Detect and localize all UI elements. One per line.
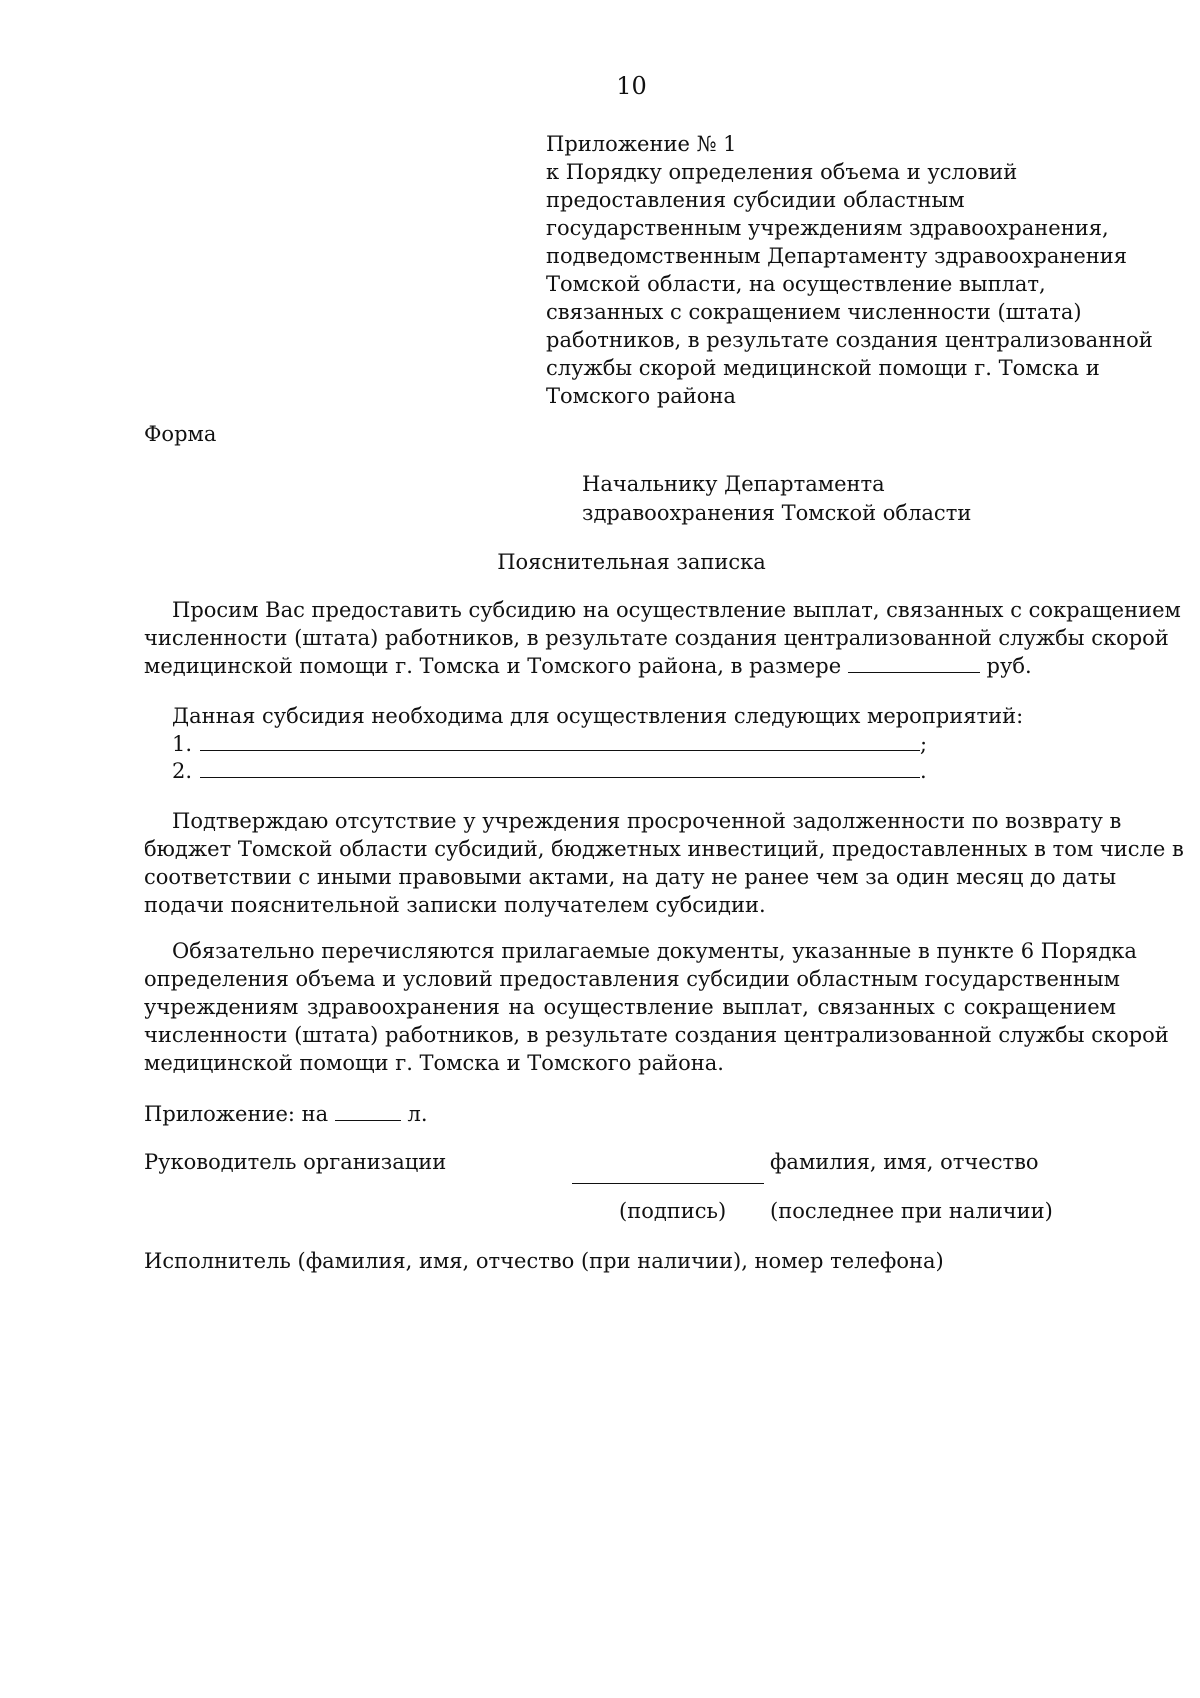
documents-line: учреждениям здравоохранения на осуществление выплат, связанных с сокращением <box>144 995 1116 1019</box>
measures-intro: Данная субсидия необходима для осуществления следующих мероприятий: <box>172 704 1024 728</box>
documents-line: численности (штата) работников, в результате создания централизованной службы скорой <box>144 1023 1169 1047</box>
head-of-organization-label: Руководитель организации <box>144 1150 447 1174</box>
measure-number: 2. <box>172 759 193 783</box>
appendix-line: Томского района <box>546 384 736 408</box>
appendix-line: Приложение № 1 <box>546 132 737 156</box>
measures-intro-block <box>144 702 1116 730</box>
request-paragraph <box>144 596 1181 680</box>
appendix-line: к Порядку определения объема и условий <box>546 160 1018 184</box>
measure-blank[interactable] <box>200 757 920 778</box>
request-line-text: медицинской помощи г. Томска и Томского района, в размере <box>144 654 842 678</box>
documents-line: медицинской помощи г. Томска и Томского района. <box>144 1051 724 1075</box>
page-number: 10 <box>616 72 647 100</box>
appendix-line: службы скорой медицинской помощи г. Томска и <box>546 356 1100 380</box>
signature-line[interactable] <box>572 1183 764 1184</box>
measure-item <box>172 730 927 756</box>
appendix-header <box>546 130 1153 410</box>
signature-caption: (подпись) <box>619 1199 727 1223</box>
appendix-line: государственным учреждениям здравоохранения, <box>546 216 1109 240</box>
documents-line: определения объема и условий предоставления субсидии областным государственным <box>144 967 1120 991</box>
measure-end: ; <box>920 732 928 756</box>
attachment-suffix: л. <box>407 1102 428 1126</box>
confirmation-line: бюджет Томской области субсидий, бюджетных инвестиций, предоставленных в том числе в <box>144 837 1184 861</box>
confirmation-paragraph <box>144 807 1184 919</box>
addressee <box>582 470 971 528</box>
appendix-line: подведомственным Департаменту здравоохранения <box>546 244 1128 268</box>
fio-caption: (последнее при наличии) <box>770 1199 1053 1223</box>
measure-end: . <box>920 759 927 783</box>
measure-number: 1. <box>172 732 193 756</box>
attachment-pages-blank[interactable] <box>335 1102 401 1121</box>
documents-paragraph <box>144 937 1169 1077</box>
appendix-line: связанных с сокращением численности (штата) <box>546 300 1082 324</box>
amount-blank[interactable] <box>848 654 980 673</box>
amount-unit: руб. <box>986 654 1032 678</box>
appendix-line: работников, в результате создания централизованной <box>546 328 1153 352</box>
measure-blank[interactable] <box>200 730 920 751</box>
confirmation-line: подачи пояснительной записки получателем субсидии. <box>144 893 766 917</box>
attachment-prefix: Приложение: на <box>144 1102 329 1126</box>
addressee-line: здравоохранения Томской области <box>582 501 972 525</box>
confirmation-line: соответствии с иными правовыми актами, на дату не ранее чем за один месяц до даты <box>144 865 1117 889</box>
form-label: Форма <box>144 422 217 446</box>
addressee-line: Начальнику Департамента <box>582 472 885 496</box>
request-line: Просим Вас предоставить субсидию на осуществление выплат, связанных с сокращением <box>172 598 1181 622</box>
attachment-line <box>144 1102 428 1126</box>
note-title: Пояснительная записка <box>497 550 766 574</box>
measure-item <box>172 757 927 783</box>
documents-line: Обязательно перечисляются прилагаемые документы, указанные в пункте 6 Порядка <box>172 939 1137 963</box>
appendix-line: Томской области, на осуществление выплат, <box>546 272 1046 296</box>
confirmation-line: Подтверждаю отсутствие у учреждения просроченной задолженности по возврату в <box>172 809 1122 833</box>
fio-label: фамилия, имя, отчество <box>770 1150 1039 1174</box>
request-line-amount <box>144 652 1116 680</box>
executor-line: Исполнитель (фамилия, имя, отчество (при наличии), номер телефона) <box>144 1249 944 1273</box>
request-line: численности (штата) работников, в результате создания централизованной службы скорой <box>144 626 1169 650</box>
appendix-line: предоставления субсидии областным <box>546 188 965 212</box>
